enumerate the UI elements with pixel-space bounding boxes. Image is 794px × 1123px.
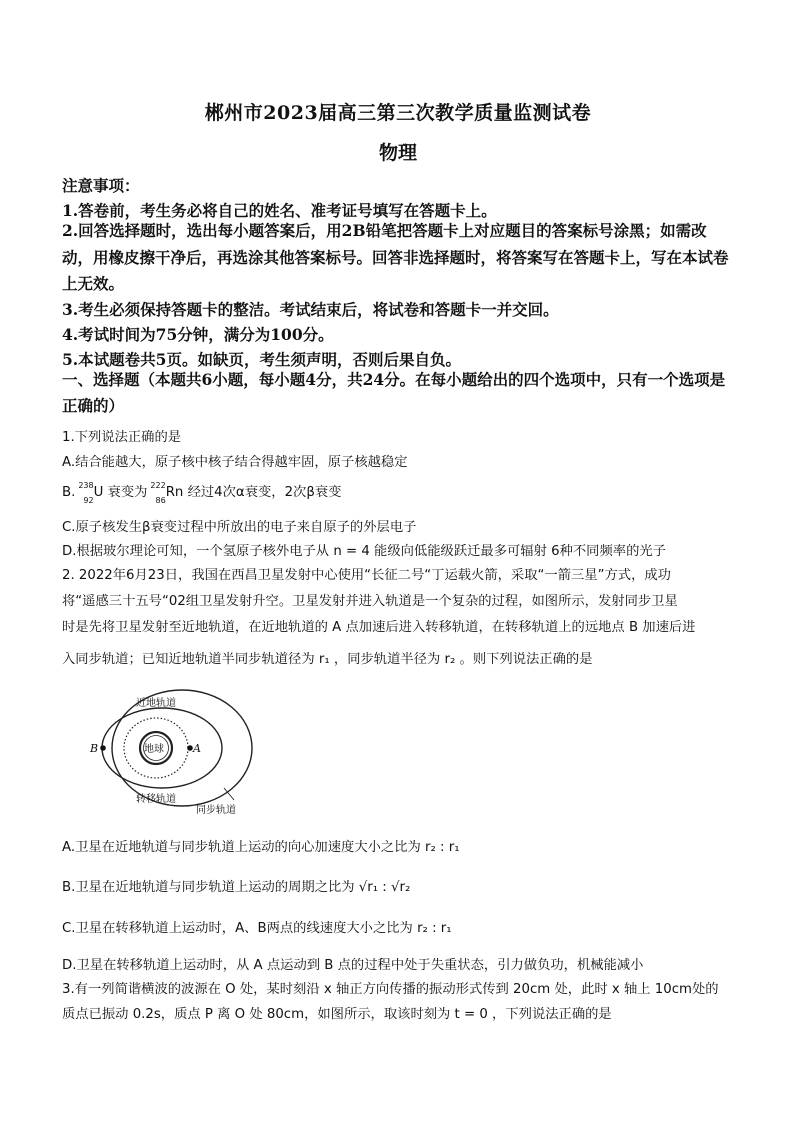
near-orbit-label: 近地轨道 [136, 698, 176, 709]
transfer-orbit-label: 转移轨道 [136, 794, 176, 805]
q2-line-1: 2. 2022年6月23日，我国在西昌卫星发射中心使用“长征二号“丁运载火箭，采取“一箭三星”方式，成功 [62, 568, 671, 583]
notice-item-1: 1.答卷前，考生务必将自己的姓名、准考证号填写在答题卡上。 [62, 201, 497, 220]
notice-item-4: 4.考试时间为75分钟，满分为100分。 [62, 325, 334, 344]
section-heading: 一、选择题（本题共6小题，每小题4分，共24分。在每小题给出的四个选项中，只有一个选项是正确的） [62, 370, 726, 415]
notice-heading: 注意事项： [62, 176, 140, 195]
notice-item-3: 3.考生必须保持答题卡的整洁。考试结束后，将试卷和答题卡一并交回。 [62, 300, 559, 319]
page-title: 郴州市2023届高三第三次教学质量监测试卷 [204, 102, 592, 124]
sync-orbit-circle [112, 690, 252, 806]
q2-line-2: 将“遥感三十五号“02组卫星发射升空。卫星发射并进入轨道是一个复杂的过程，如图所示，发射同步卫星 [62, 594, 678, 609]
point-b-label: B [90, 742, 99, 755]
q3-line-1: 3.有一列简谐横波的波源在 O 处，某时刻沿 x 轴正方向传播的振动形式传到 20cm 处，此时 x 轴上 10cm处的 [62, 982, 719, 997]
q2-option-c: C.卫星在转移轨道上运动时，A、B两点的线速度大小之比为 r₂ : r₁ [62, 921, 452, 936]
q1-stem: 1.下列说法正确的是 [62, 430, 182, 445]
radon-isotope-index: 222 86 [150, 481, 166, 505]
earth-label: 地球 [144, 744, 164, 755]
uranium-isotope-index: 238 92 [78, 481, 94, 505]
q2-line-3: 时是先将卫星发射至近地轨道，在近地轨道的 A 点加速后进入转移轨道，在转移轨道上的远地点 B 加速后进 [62, 620, 696, 635]
notice-item-5: 5.本试题卷共5页。如缺页，考生须声明，否则后果自负。 [62, 350, 461, 369]
q2-option-b: B.卫星在近地轨道与同步轨道上运动的周期之比为 √r₁ : √r₂ [62, 880, 411, 895]
orbit-diagram [74, 686, 284, 818]
q1-option-a: A.结合能越大，原子核中核子结合得越牢固，原子核越稳定 [62, 455, 408, 470]
q2-option-d: D.卫星在转移轨道上运动时，从 A 点运动到 B 点的过程中处于失重状态，引力做负功，机械能减小 [62, 958, 644, 973]
point-a-dot [187, 745, 193, 751]
q1-option-c: C.原子核发生β衰变过程中所放出的电子来自原子的外层电子 [62, 520, 417, 535]
q3-line-2: 质点已振动 0.2s，质点 P 离 O 处 80cm，如图所示，取该时刻为 t = 0 ，下列说法正确的是 [62, 1007, 612, 1022]
sync-orbit-label: 同步轨道 [196, 805, 236, 816]
q2-option-a: A.卫星在近地轨道与同步轨道上运动的向心加速度大小之比为 r₂ : r₁ [62, 840, 460, 855]
q1-option-d: D.根据玻尔理论可知，一个氢原子核外电子从 n = 4 能级向低能级跃迁最多可辐射 6种不同频率的光子 [62, 544, 666, 559]
subject-title: 物理 [378, 142, 417, 164]
q2-line-4: 入同步轨道；已知近地轨道半同步轨道径为 r₁ ，同步轨道半径为 r₂ 。则下列说法正确的是 [62, 652, 593, 667]
notice-item-2: 2.回答选择题时，选出每小题答案后，用2B铅笔把答题卡上对应题目的答案标号涂黑；如需改动，用橡皮擦干净后，再选涂其他答案标号。回答非选择题时，将答案写在答题卡上，写在本试卷上无效。 [62, 221, 729, 293]
point-b-dot [100, 745, 106, 751]
q1-option-b: B. 238 92 U 衰变为 222 86 Rn 经过4次α衰变，2次β衰变 [62, 481, 342, 505]
point-a-label: A [193, 742, 201, 755]
